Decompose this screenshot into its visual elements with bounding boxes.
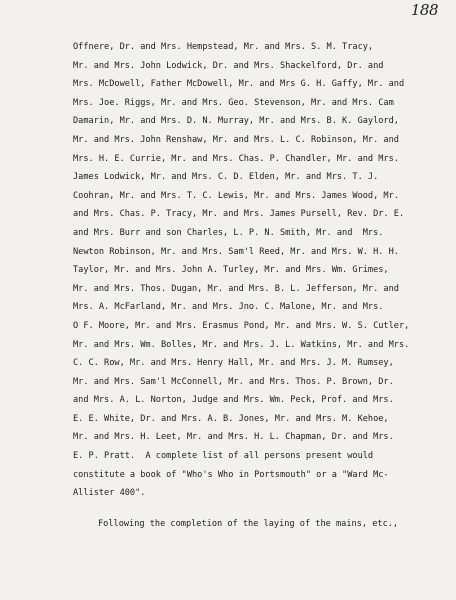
text-line: Damarin, Mr. and Mrs. D. N. Murray, Mr. and Mrs. B. K. Gaylord, — [73, 116, 399, 127]
text-line: Mrs. H. E. Currie, Mr. and Mrs. Chas. P. Chandler, Mr. and Mrs. — [73, 153, 399, 164]
text-line: O F. Moore, Mr. and Mrs. Erasmus Pond, Mr. and Mrs. W. S. Cutler, — [73, 320, 410, 331]
text-line: Mr. and Mrs. Sam'l McConnell, Mr. and Mrs. Thos. P. Brown, Dr. — [73, 376, 394, 387]
text-line: E. P. Pratt. A complete list of all persons present would — [73, 451, 374, 462]
text-line: and Mrs. A. L. Norton, Judge and Mrs. Wm. Peck, Prof. and Mrs. — [73, 395, 394, 406]
text-line: E. E. White, Dr. and Mrs. A. B. Jones, Mr. and Mrs. M. Kehoe, — [73, 413, 389, 424]
text-line: Coohran, Mr. and Mrs. T. C. Lewis, Mr. and Mrs. James Wood, Mr. — [73, 190, 399, 201]
text-line: Mr. and Mrs. H. Leet, Mr. and Mrs. H. L. Chapman, Dr. and Mrs. — [73, 432, 394, 443]
text-line: Mr. and Mrs. John Renshaw, Mr. and Mrs. L. C. Robinson, Mr. and — [73, 134, 399, 145]
text-line: C. C. Row, Mr. and Mrs. Henry Hall, Mr. and Mrs. J. M. Rumsey, — [73, 358, 394, 369]
paragraph-spacer — [73, 503, 453, 515]
text-line: Newton Robinson, Mr. and Mrs. Sam'l Reed, Mr. and Mrs. W. H. H. — [73, 246, 399, 257]
text-line: Mrs. Joe. Riggs, Mr. and Mrs. Geo. Stevenson, Mr. and Mrs. Cam — [73, 97, 394, 108]
text-line: Allister 400". — [73, 488, 146, 499]
text-line: James Lodwick, Mr. and Mrs. C. D. Elden, Mr. and Mrs. T. J. — [73, 172, 379, 183]
text-line: Taylor, Mr. and Mrs. John A. Turley, Mr. and Mrs. Wm. Grimes, — [73, 265, 389, 276]
page-number: 188 — [410, 1, 438, 19]
text-line: Offnere, Dr. and Mrs. Hempstead, Mr. and Mrs. S. M. Tracy, — [73, 42, 374, 52]
text-line: Mr. and Mrs. John Lodwick, Dr. and Mrs. Shackelford, Dr. and — [73, 60, 384, 71]
text-line: Mrs. A. McFarland, Mr. and Mrs. Jno. C. Malone, Mr. and Mrs. — [73, 302, 384, 313]
text-line: constitute a book of "Who's Who in Portsmouth" or a "Ward Mc- — [73, 469, 389, 480]
text-line: Mr. and Mrs. Wm. Bolles, Mr. and Mrs. J. L. Watkins, Mr. and Mrs. — [73, 339, 410, 350]
typed-text-body — [73, 38, 453, 533]
text-line: and Mrs. Chas. P. Tracy, Mr. and Mrs. James Pursell, Rev. Dr. E. — [73, 209, 405, 220]
text-line: and Mrs. Burr and son Charles, L. P. N. Smith, Mr. and Mrs. — [73, 227, 384, 238]
text-line: Mrs. McDowell, Father McDowell, Mr. and Mrs G. H. Gaffy, Mr. and — [73, 79, 405, 90]
text-line: Mr. and Mrs. Thos. Dugan, Mr. and Mrs. B. L. Jefferson, Mr. and — [73, 283, 399, 294]
paragraph-start-line: Following the completion of the laying of the mains, etc., — [98, 518, 399, 529]
